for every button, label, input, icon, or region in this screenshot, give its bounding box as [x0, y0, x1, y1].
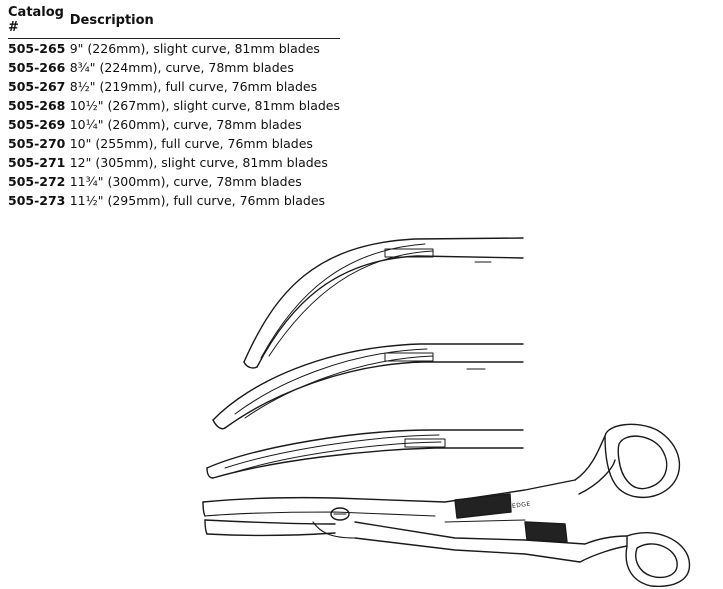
scissors-illustration: [195, 222, 705, 587]
table-row: [8, 134, 340, 153]
catalog-number: 505-271: [8, 155, 66, 170]
catalog-number: 505-267: [8, 79, 66, 94]
table-row: [8, 96, 340, 115]
table-row: [8, 115, 340, 134]
catalog-number: 505-265: [8, 41, 66, 56]
catalog-number: 505-272: [8, 174, 66, 189]
full-curve-blade: [244, 238, 523, 368]
curve-blade: [213, 344, 523, 429]
slight-curve-blade: [207, 430, 523, 478]
table-row: [8, 39, 340, 59]
description-header: Description: [70, 5, 340, 39]
description-cell: 11¾" (300mm), curve, 78mm blades: [69, 174, 302, 189]
scissors-imprint: JARIT CARB-EDGE: [470, 500, 532, 515]
table-row: [8, 77, 340, 96]
description-cell: 9" (226mm), slight curve, 81mm blades: [69, 41, 320, 56]
table-header-row: [8, 5, 340, 39]
table-row: [8, 153, 340, 172]
catalog-number: 505-268: [8, 98, 66, 113]
description-cell: 10" (255mm), full curve, 76mm blades: [69, 136, 313, 151]
description-cell: 11½" (295mm), full curve, 76mm blades: [69, 193, 326, 208]
description-cell: 10¼" (260mm), curve, 78mm blades: [69, 117, 302, 132]
catalog-number: 505-273: [8, 193, 66, 208]
catalog-table: [8, 5, 340, 210]
catalog-header: Catalog #: [8, 5, 70, 39]
description-cell: 10½" (267mm), slight curve, 81mm blades: [69, 98, 340, 113]
description-cell: 8½" (219mm), full curve, 76mm blades: [69, 79, 318, 94]
table-row: [8, 172, 340, 191]
description-cell: 12" (305mm), slight curve, 81mm blades: [69, 155, 328, 170]
table-row: [8, 58, 340, 77]
catalog-number: 505-266: [8, 60, 66, 75]
description-cell: 8¾" (224mm), curve, 78mm blades: [69, 60, 294, 75]
catalog-number: 505-269: [8, 117, 66, 132]
table-row: [8, 191, 340, 210]
catalog-number: 505-270: [8, 136, 66, 151]
